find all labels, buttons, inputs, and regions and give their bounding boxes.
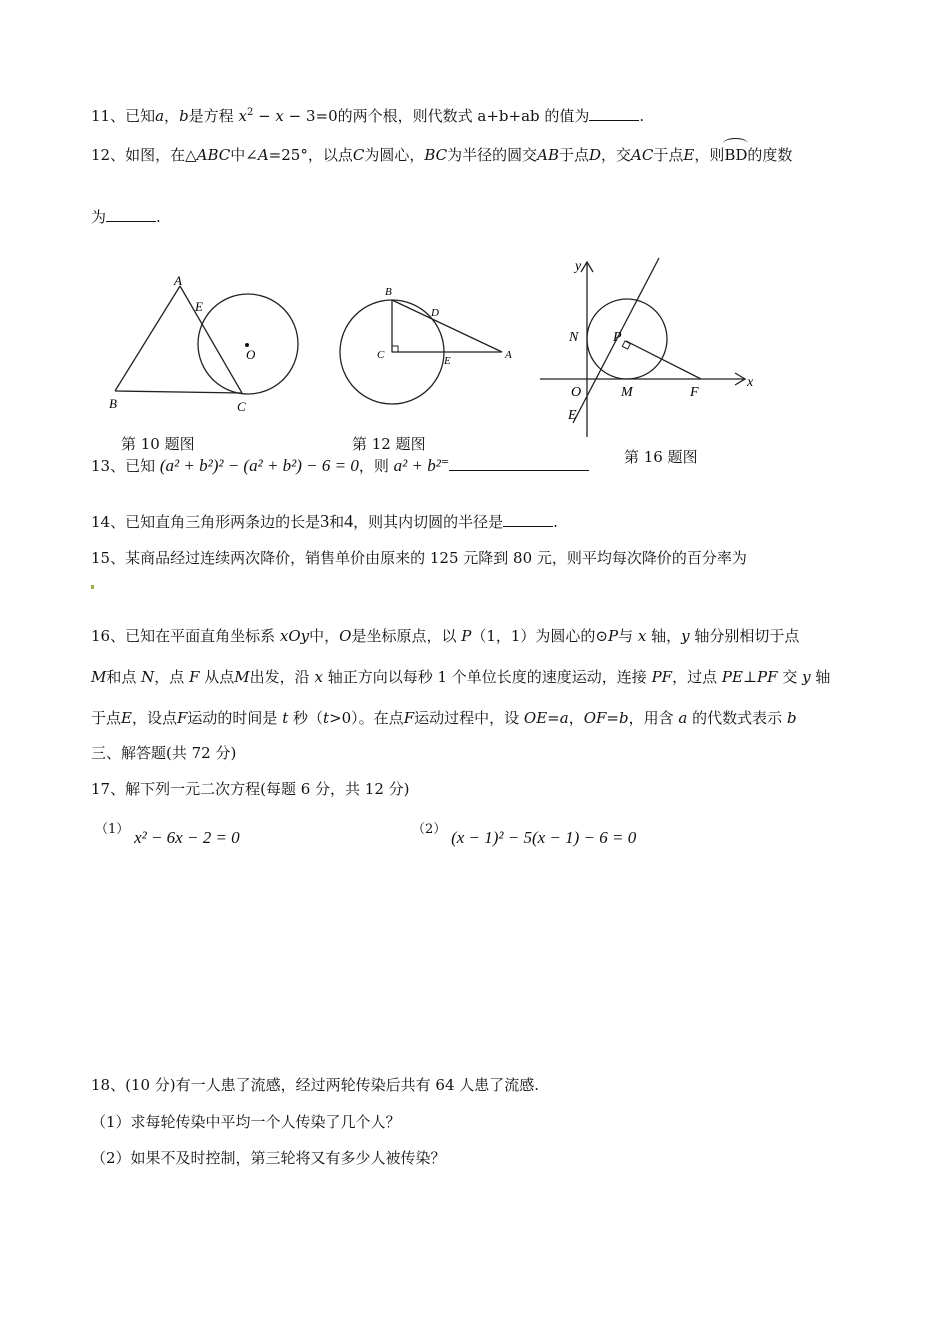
question-16-line3: 于点E，设点F运动的时间是 t 秒（t>0）。在点F运动过程中，设 OE=a，OF=b，用含 a 的代数式表示 b [91,709,797,727]
fig10-label-c: C [237,399,246,414]
fig10-side-ab [115,286,180,391]
question-16-line2: M和点 N，点 F 从点M出发，沿 x 轴正方向以每秒 1 个单位长度的速度运动，连接 PF，过点 PE⊥PF 交 y 轴 [91,668,831,686]
fig12-caption: 第 12 题图 [352,435,426,453]
fig10-label-o: O [246,347,256,362]
fig10-caption: 第 10 题图 [121,435,195,453]
question-17-part1: （1） x² − 6x − 2 = 0 [95,822,240,847]
figure-12 [330,280,520,410]
fig10-label-e: E [195,299,203,314]
question-17-part2: （2） (x − 1)² − 5(x − 1) − 6 = 0 [412,822,637,847]
question-12: 12、如图，在△ABC中∠A=25°，以点C为圆心，BC为半径的圆交AB于点D，交AC于点E，则BD的度数 [91,146,793,164]
fig12-label-e: E [444,355,451,367]
question-12-line2: 为 . [91,205,161,227]
question-11: 11、已知a，b是方程 $x^2 - x - 3=0$的两个根，则代数式 a+b+ab 的值为 . [91,103,644,126]
fig10-label-b: B [109,396,117,411]
fig16-segment-pf [626,341,701,379]
answer-blank-12[interactable] [106,205,156,222]
fig12-segment-ba [392,300,502,352]
answer-blank-11[interactable] [589,104,639,121]
fig10-label-a: A [174,273,182,288]
section-3-heading: 三、解答题(共 72 分) [91,744,237,762]
question-18-title: 18、(10 分)有一人患了流感，经过两轮传染后共有 64 人患了流感. [91,1076,540,1094]
fig16-label-o: O [571,385,582,400]
fig16-circle-p [587,299,667,379]
answer-blank-14[interactable] [503,510,553,527]
question-14: 14、已知直角三角形两条边的长是3和4，则其内切圆的半径是 . [91,511,558,531]
question-17-title: 17、解下列一元二次方程(每题 6 分，共 12 分) [91,780,410,798]
fig10-side-bc [115,391,242,393]
q13-equation: (a² + b²)² − (a² + b²) − 6 = 0 [159,456,359,475]
question-18-sub1: （1）求每轮传染中平均一个人传染了几个人？ [91,1113,401,1131]
fig12-label-b: B [385,286,392,298]
question-13: 13、已知 (a² + b²)² − (a² + b²) − 6 = 0，则 a² + b²= [91,453,589,476]
question-18-sub2: （2）如果不及时控制，第三轮将又有多少人被传染？ [91,1149,446,1167]
figure-16 [535,255,765,440]
fig12-label-c: C [377,349,385,361]
arc-bd: BD [724,146,748,164]
fig16-caption: 第 16 题图 [624,448,698,466]
fig12-right-angle [392,346,398,352]
fig12-label-a: A [505,349,512,361]
fig16-label-m: M [621,385,633,400]
question-16-line1: 16、已知在平面直角坐标系 xOy中，O是坐标原点，以 P（1，1）为圆心的⊙P与 x 轴，y 轴分别相切于点 [91,627,800,645]
answer-blank-13[interactable] [449,454,589,471]
fig16-label-y: y [575,259,582,274]
fig16-label-e: E [568,408,577,423]
fig16-label-x: x [747,375,754,390]
fig16-label-n: N [569,330,579,345]
figure-10 [100,268,310,418]
question-15: 15、某商品经过连续两次降价，销售单价由原来的 125 元降到 80 元，则平均每次降价的百分率为 [91,549,747,567]
q13-expression: a² + b² [393,456,441,475]
fig16-label-p: P [613,330,622,345]
fig16-label-f: F [690,385,699,400]
answer-blank-15[interactable] [91,585,94,589]
fig12-label-d: D [431,307,439,319]
